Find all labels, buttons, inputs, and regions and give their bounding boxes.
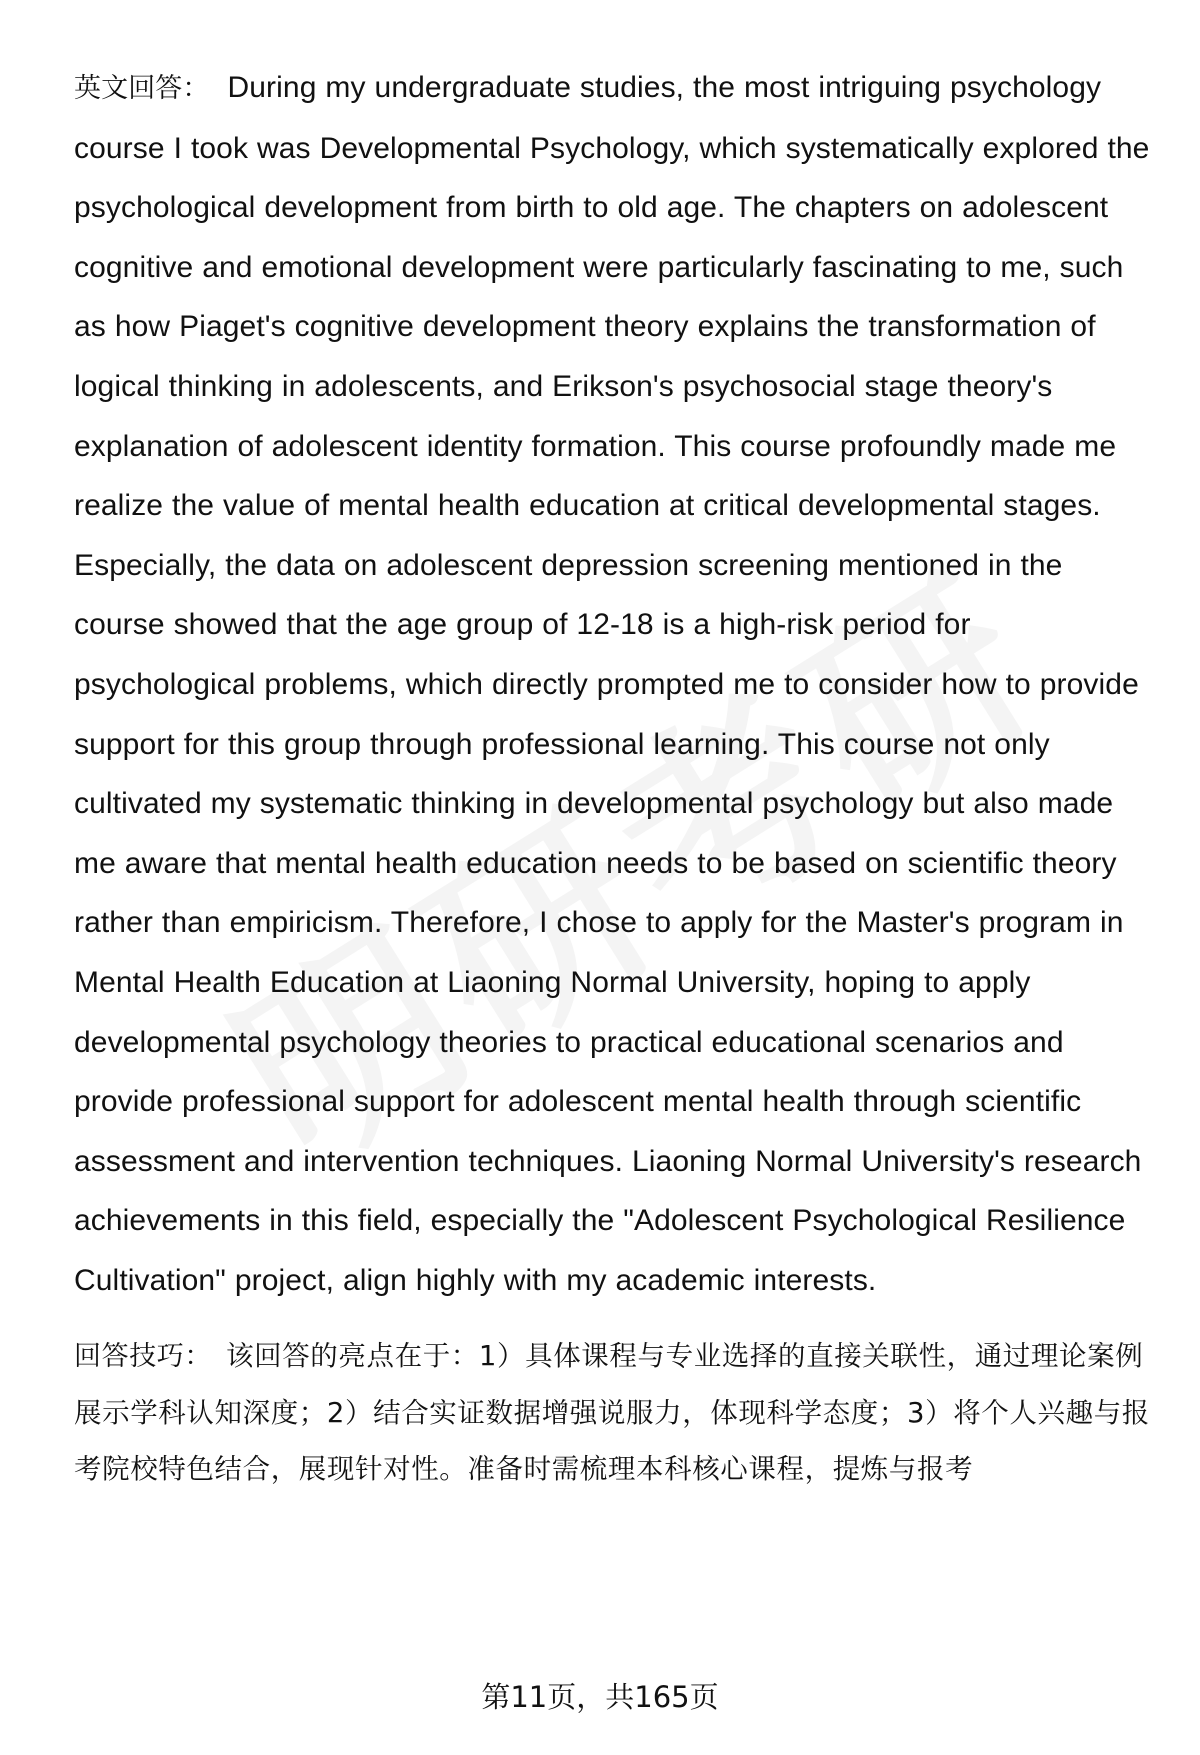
page-content	[74, 58, 1150, 1497]
answer-tips-paragraph	[74, 1328, 1150, 1497]
answer-tips-label: 回答技巧：	[74, 1341, 212, 1373]
english-answer-label: 英文回答：	[74, 73, 210, 104]
english-answer-text: During my undergraduate studies, the most intriguing psychology course I took was Developmental Psychology, which systematically explored the psychological development from birth to old age. The chapters on adolescent cognitive and emotional development were particularly fascinating to me, such as how Piaget's cognitive development theory explains the transformation of logical thinking in adolescents, and Erikson's psychosocial stage theory's explanation of adolescent identity formation. This course profoundly made me realize the value of mental health education at critical developmental stages. Especially, the data on adolescent depression screening mentioned in the course showed that the age group of 12-18 is a high-risk period for psychological problems, which directly prompted me to consider how to provide support for this group through professional learning. This course not only cultivated my systematic thinking in developmental psychology but also made me aware that mental health education needs to be based on scientific theory rather than empiricism. Therefore, I chose to apply for the Master's program in Mental Health Education at Liaoning Normal University, hoping to apply developmental psychology theories to practical educational scenarios and provide professional support for adolescent mental health through scientific assessment and intervention techniques. Liaoning Normal University's research achievements in this field, especially the "Adolescent Psychological Resilience Cultivation" project, align highly with my academic interests.	[74, 71, 1150, 1297]
english-answer-paragraph	[74, 58, 1150, 1310]
answer-tips-text: 该回答的亮点在于：1）具体课程与专业选择的直接关联性，通过理论案例展示学科认知深度；2）结合实证数据增强说服力，体现科学态度；3）将个人兴趣与报考院校特色结合，展现针对性。准备时需梳理本科核心课程，提炼与报考	[74, 1340, 1150, 1486]
page-number-footer: 第11页，共165页	[481, 1680, 719, 1714]
